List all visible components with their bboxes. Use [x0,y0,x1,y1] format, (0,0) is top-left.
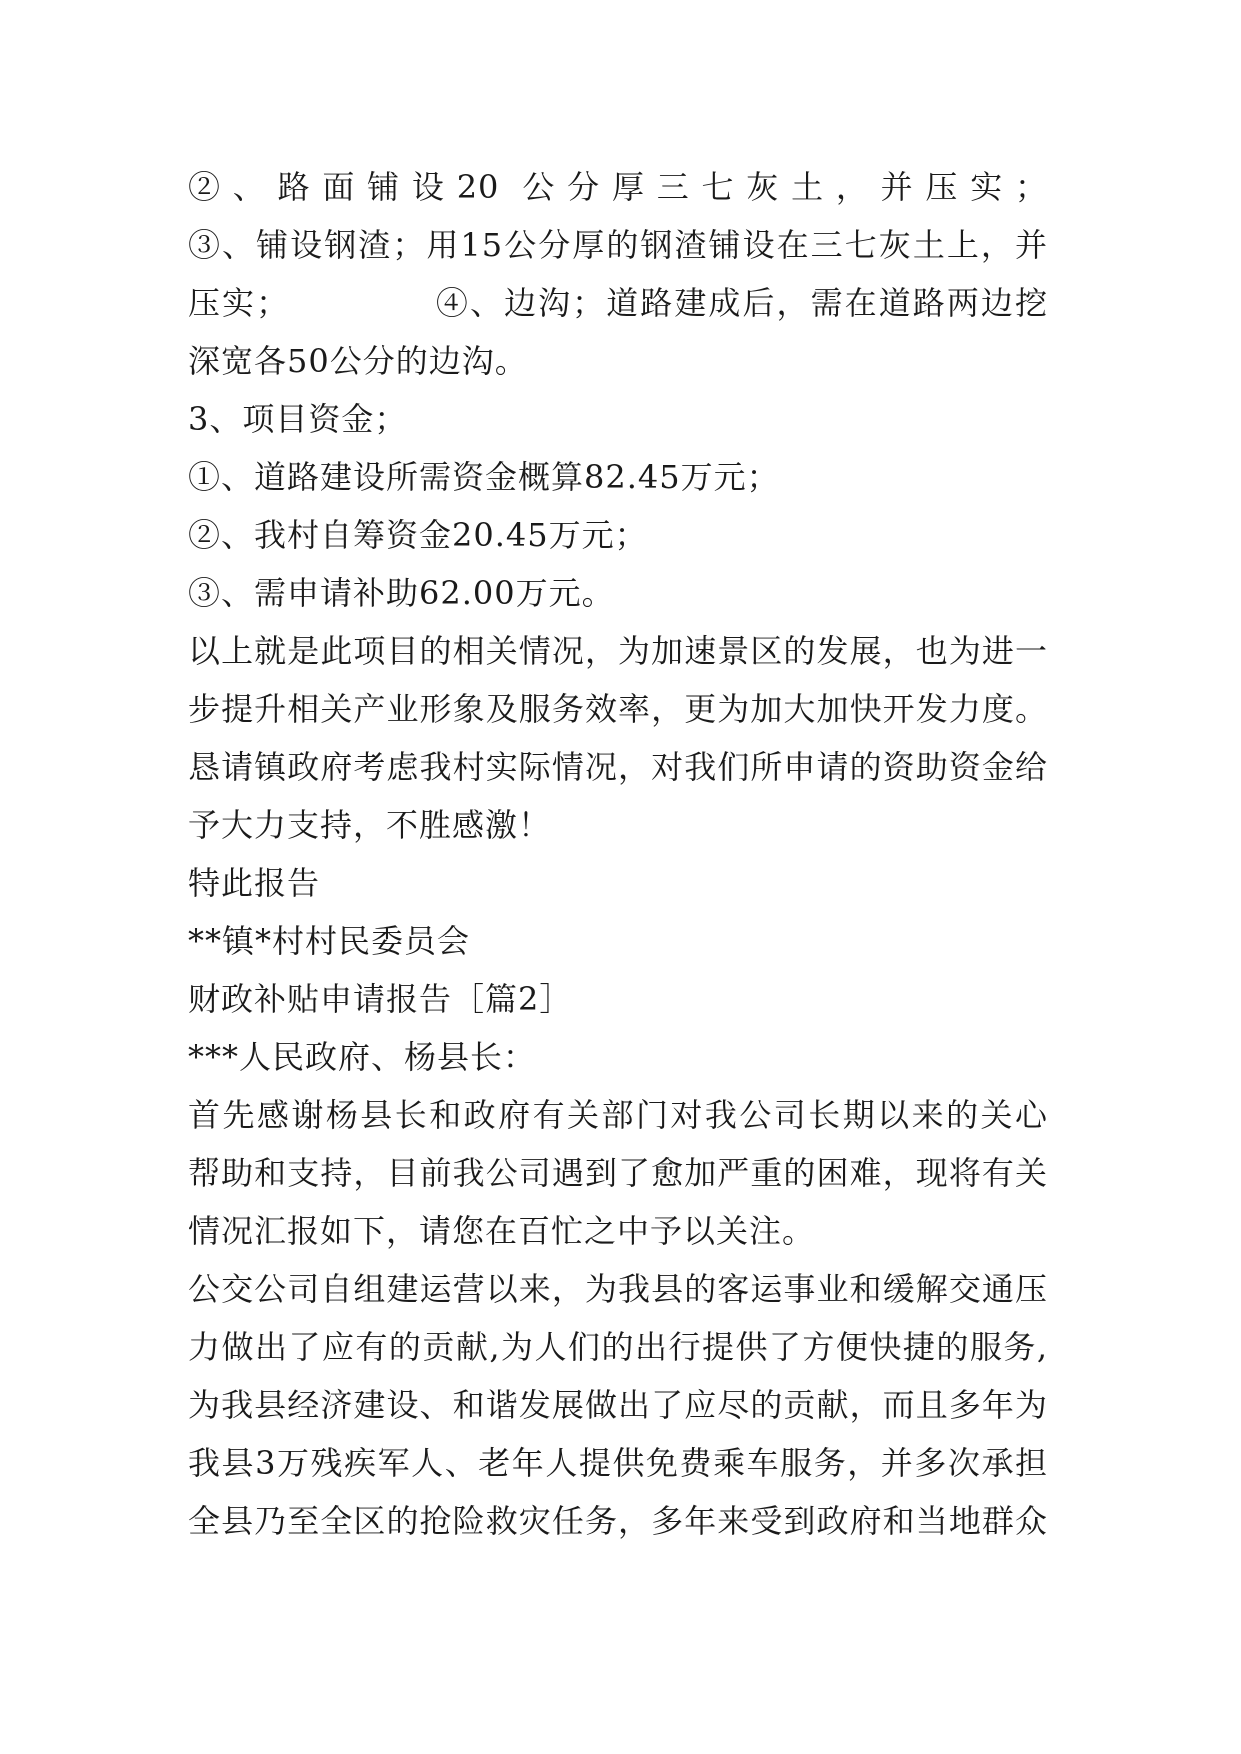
section-heading: 3、项目资金； [188,400,408,438]
text-line: 情况汇报如下，请您在百忙之中予以关注。 [188,1212,816,1250]
text-line: ③、铺设钢渣；用15公分厚的钢渣铺设在三七灰土上，并 [188,226,1048,264]
text-line: 予大力支持，不胜感激！ [188,806,552,844]
text-line: 公交公司自组建运营以来，为我县的客运事业和缓解交通压 [188,1270,1048,1308]
text-line: 深宽各50公分的边沟。 [188,342,528,380]
text-line: ③、需申请补助62.00万元。 [188,574,615,612]
text-line: ①、道路建设所需资金概算82.45万元； [188,458,780,496]
salutation: ***人民政府、杨县长： [188,1038,537,1076]
text-line: 全县乃至全区的抢险救灾任务，多年来受到政府和当地群众 [188,1502,1048,1540]
text-line: 首先感谢杨县长和政府有关部门对我公司长期以来的关心 [188,1096,1048,1134]
text-line: 帮助和支持，目前我公司遇到了愈加严重的困难，现将有关 [188,1154,1048,1192]
text-line: ②、我村自筹资金20.45万元； [188,516,648,554]
text-line: 我县3万残疾军人、老年人提供免费乘车服务，并多次承担 [188,1444,1048,1482]
closing-line: 特此报告 [188,864,321,902]
text-line: 为我县经济建设、和谐发展做出了应尽的贡献，而且多年为 [188,1386,1048,1424]
text-line: ②、路面铺设20 公分厚三七灰土，并压实； [188,168,1048,206]
signature-line: **镇*村村民委员会 [188,922,471,960]
text-line: 压实； ④、边沟；道路建成后，需在道路两边挖 [188,284,1048,322]
text-line: 力做出了应有的贡献,为人们的出行提供了方便快捷的服务, [188,1328,1048,1366]
text-line: 步提升相关产业形象及服务效率，更为加大加快开发力度。 [188,690,1048,728]
document-title: 财政补贴申请报告［篇2］ [188,980,573,1018]
text-line: 恳请镇政府考虑我村实际情况，对我们所申请的资助资金给 [188,748,1048,786]
text-line: 以上就是此项目的相关情况，为加速景区的发展，也为进一 [188,632,1048,670]
